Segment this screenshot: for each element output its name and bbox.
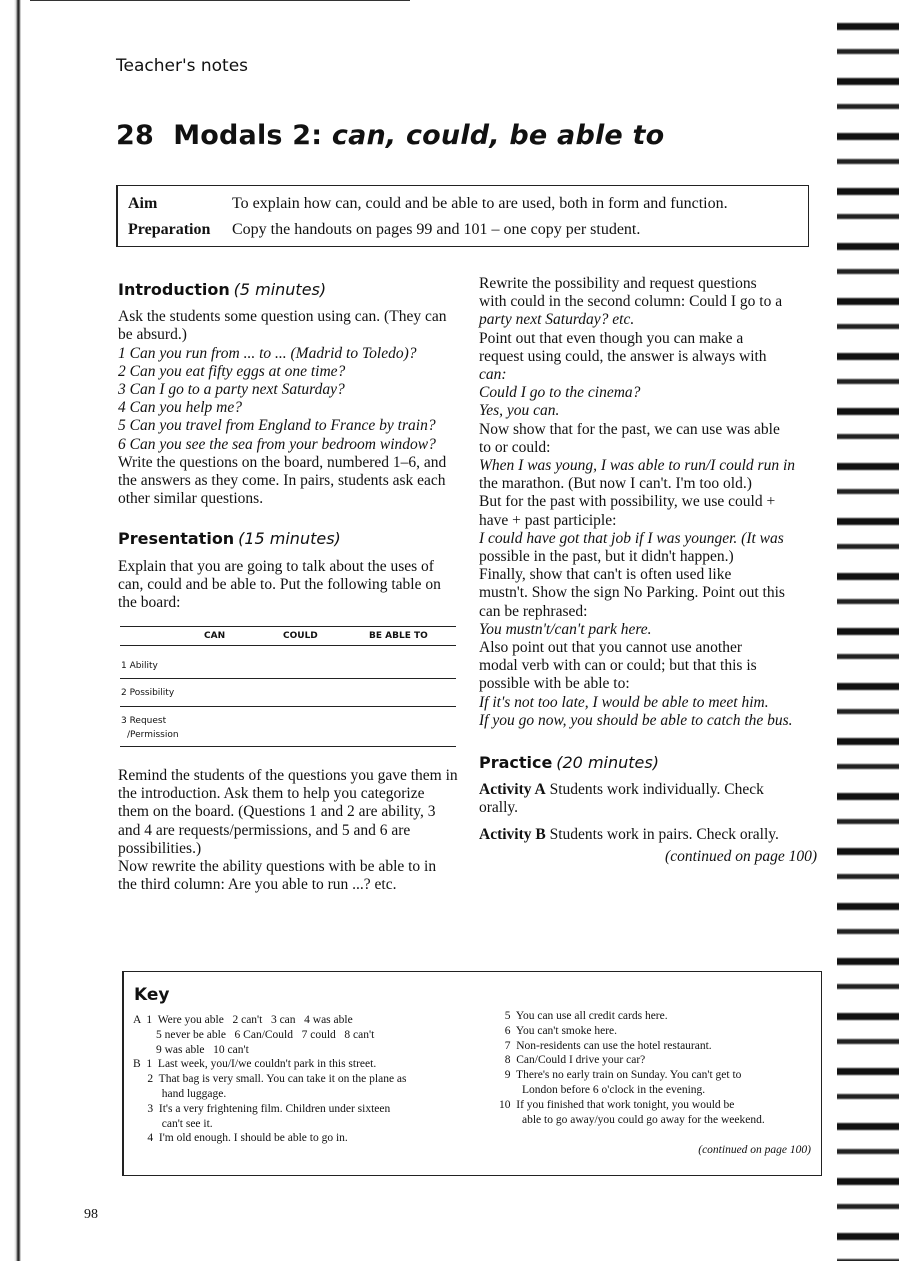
key-line: 2 That bag is very small. You can take it on the plane as — [133, 1073, 407, 1086]
table-rule — [120, 706, 456, 707]
right-line: But for the past with possibility, we use could + — [479, 493, 776, 511]
right-line: possible in the past, but it didn't happen.) — [479, 548, 734, 566]
practice-heading — [479, 754, 829, 773]
title-italic: can, could, be able to — [331, 120, 665, 151]
table-rule — [120, 678, 456, 679]
table-col-could: COULD — [283, 631, 318, 641]
intro-question-5: 5 Can you travel from England to France by train? — [118, 417, 436, 435]
activity-b-label: Activity B — [479, 825, 546, 843]
key-line: 9 was able 10 can't — [133, 1043, 249, 1056]
table-rule — [120, 626, 456, 627]
key-left-column — [133, 1013, 493, 1146]
left-column — [118, 281, 458, 612]
aim-text: To explain how can, could and be able to are used, both in form and function. — [232, 195, 728, 212]
right-line: Point out that even though you can make a — [479, 329, 744, 347]
presentation-paragraph-1: Explain that you are going to talk about the uses of can, could and be able to. Put the following table on the board: — [118, 557, 441, 612]
aim-row — [128, 195, 728, 213]
key-title: Key — [134, 985, 170, 1005]
aim-label: Aim — [128, 195, 158, 212]
intro-question-3: 3 Can I go to a party next Saturday? — [118, 381, 345, 399]
title-number: 28 — [116, 120, 154, 151]
intro-question-2: 2 Can you eat fifty eggs at one time? — [118, 362, 346, 380]
key-continued-note: (continued on page 100) — [698, 1144, 811, 1156]
right-line: have + past participle: — [479, 511, 617, 529]
right-line: with could in the second column: Could I go to a — [479, 293, 783, 311]
top-edge-line — [30, 0, 410, 1]
key-line: 5 never be able 6 Can/Could 7 could 8 can't — [133, 1028, 375, 1041]
key-line: 8 Can/Could I drive your car? — [499, 1054, 646, 1067]
right-column — [479, 275, 829, 866]
right-line: can be rephrased: — [479, 602, 588, 620]
activity-b-text: Students work in pairs. Check orally. — [549, 825, 779, 843]
title-main: Modals 2: — [173, 120, 323, 151]
key-line: 3 It's a very frightening film. Children under sixteen — [133, 1102, 391, 1115]
activity-a-label: Activity A — [479, 781, 546, 799]
running-header: Teacher's notes — [116, 56, 249, 76]
practice-time: (20 minutes) — [556, 753, 659, 773]
activity-a-text: Students work individually. Check — [549, 781, 764, 799]
preparation-text: Copy the handouts on pages 99 and 101 – one copy per student. — [232, 221, 641, 238]
right-line: Yes, you can. — [479, 402, 560, 420]
key-line: 10 If you finished that work tonight, you would be — [499, 1098, 735, 1111]
table-row-ability: 1 Ability — [121, 661, 158, 671]
right-line: Also point out that you cannot use another — [479, 639, 743, 657]
right-line: modal verb with can or could; but that this is — [479, 657, 757, 675]
activity-a — [479, 781, 829, 799]
key-line: can't see it. — [133, 1117, 213, 1130]
key-line: hand luggage. — [133, 1087, 227, 1100]
right-line: If it's not too late, I would be able to meet him. — [479, 693, 769, 711]
right-line: request using could, the answer is always with — [479, 347, 767, 365]
key-line: 4 I'm old enough. I should be able to go in. — [133, 1132, 348, 1145]
key-line: able to go away/you could go away for the weekend. — [499, 1113, 765, 1126]
right-line: I could have got that job if I was younger. (It was — [479, 529, 784, 547]
key-box — [122, 971, 822, 1176]
left-column-lower — [118, 767, 458, 894]
table-row-possibility: 2 Possibility — [121, 688, 175, 698]
intro-time: (5 minutes) — [233, 280, 327, 299]
key-line: A 1 Were you able 2 can't 3 can 4 was able — [133, 1014, 353, 1026]
table-rule — [120, 645, 456, 646]
key-line: B 1 Last week, you/I/we couldn't park in this street. — [133, 1058, 377, 1071]
left-binding-edge — [0, 0, 30, 1261]
table-row-permission: /Permission — [127, 730, 179, 740]
activity-b — [479, 826, 829, 844]
key-line: London before 6 o'clock in the evening. — [499, 1083, 706, 1096]
aim-box — [116, 185, 809, 247]
presentation-paragraph-2: Remind the students of the questions you gave them in the introduction. Ask them to help you categorize them on the board. (Questions 1 and 2 are ability, 3 and 4 are requests/permissions, and 5 and 6 are possibilities.) — [118, 767, 458, 857]
key-line: 5 You can use all credit cards here. — [499, 1010, 668, 1022]
preparation-row — [128, 221, 640, 239]
table-col-be-able-to: BE ABLE TO — [369, 631, 428, 641]
activity-a-cont: orally. — [479, 799, 519, 817]
intro-paragraph-2: Write the questions on the board, numbered 1–6, and the answers as they come. In pairs, students ask each other similar questions. — [118, 453, 447, 508]
right-line: Rewrite the possibility and request questions — [479, 275, 757, 292]
right-line: party next Saturday? etc. — [479, 311, 635, 329]
intro-heading-text: Introduction — [118, 280, 230, 299]
presentation-paragraph-3: Now rewrite the ability questions with be able to in the third column: Are you able to run ...? etc. — [118, 858, 437, 894]
intro-question-4: 4 Can you help me? — [118, 399, 242, 417]
right-line: mustn't. Show the sign No Parking. Point out this — [479, 584, 785, 602]
right-line: to or could: — [479, 438, 551, 456]
key-line: 6 You can't smoke here. — [499, 1024, 618, 1037]
right-line: Now show that for the past, we can use was able — [479, 420, 780, 438]
intro-question-6: 6 Can you see the sea from your bedroom window? — [118, 435, 436, 453]
key-right-column — [499, 1009, 819, 1127]
key-line: 7 Non-residents can use the hotel restaurant. — [499, 1039, 712, 1052]
right-line: If you go now, you should be able to catch the bus. — [479, 711, 793, 729]
practice-heading-text: Practice — [479, 753, 553, 773]
right-line: Finally, show that can't is often used like — [479, 566, 732, 584]
table-rule — [120, 746, 456, 747]
table-col-can: CAN — [204, 631, 226, 641]
right-line: can: — [479, 366, 507, 384]
right-binding-edge — [837, 0, 899, 1261]
right-line: When I was young, I was able to run/I could run in — [479, 457, 796, 475]
page-number: 98 — [84, 1207, 98, 1222]
right-line: possible with be able to: — [479, 675, 630, 693]
key-line: 9 There's no early train on Sunday. You can't get to — [499, 1069, 742, 1082]
intro-paragraph-1: Ask the students some question using can. (They can be absurd.) — [118, 308, 447, 344]
right-line: Could I go to the cinema? — [479, 384, 641, 402]
intro-question-1: 1 Can you run from ... to ... (Madrid to Toledo)? — [118, 344, 417, 362]
table-row-request: 3 Request — [121, 716, 167, 726]
right-line: the marathon. (But now I can't. I'm too old.) — [479, 475, 752, 493]
continued-note: (continued on page 100) — [665, 847, 817, 865]
right-line: You mustn't/can't park here. — [479, 620, 652, 638]
page-title — [116, 120, 664, 151]
presentation-time: (15 minutes) — [238, 529, 341, 549]
preparation-label: Preparation — [128, 221, 211, 238]
presentation-heading — [118, 530, 458, 549]
presentation-heading-text: Presentation — [118, 529, 235, 549]
intro-heading — [118, 281, 458, 300]
